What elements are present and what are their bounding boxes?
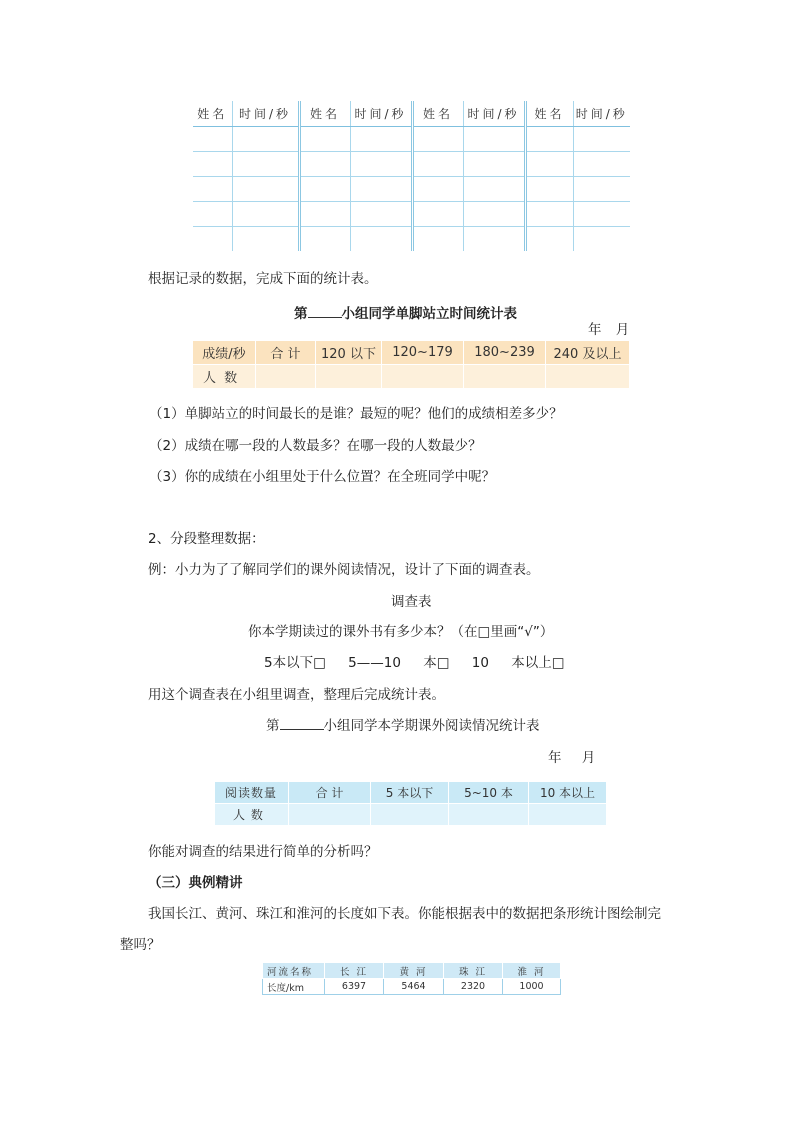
- cell[interactable]: [232, 177, 299, 202]
- cell[interactable]: [316, 365, 382, 389]
- cell[interactable]: [299, 202, 350, 227]
- cell[interactable]: [193, 152, 232, 177]
- reading-header-range: 10 本以上: [529, 782, 607, 804]
- stats-header-score: 成绩/秒: [193, 341, 256, 365]
- cell[interactable]: [256, 365, 316, 389]
- cell[interactable]: [529, 804, 607, 826]
- cell[interactable]: [412, 177, 463, 202]
- river-header: 珠 江: [444, 963, 503, 979]
- cell[interactable]: [463, 127, 525, 152]
- reading-header-range: 5 本以下: [371, 782, 449, 804]
- cell[interactable]: [463, 227, 525, 252]
- title-prefix: 第: [266, 718, 280, 734]
- header-name: 姓名: [299, 101, 350, 127]
- title-suffix: 小组同学本学期课外阅读情况统计表: [323, 718, 540, 734]
- river-length-value: 1000: [503, 979, 561, 995]
- stats-header-range: 180~239: [464, 341, 546, 365]
- reading-count-row: [215, 804, 607, 826]
- river-length-value: 2320: [444, 979, 503, 995]
- reading-table-date: 年 月: [548, 750, 596, 766]
- question-2: （2）成绩在哪一段的人数最多？在哪一段的人数最少？: [149, 438, 482, 454]
- cell[interactable]: [299, 177, 350, 202]
- header-name: 姓名: [193, 101, 232, 127]
- question-1: （1）单脚站立的时间最长的是谁？最短的呢？他们的成绩相差多少？: [149, 406, 563, 422]
- stats-count-row: [193, 365, 630, 389]
- example-text: 例：小力为了了解同学们的课外阅读情况，设计了下面的调查表。: [148, 562, 540, 578]
- reading-header-quantity: 阅读数量: [215, 782, 289, 804]
- cell[interactable]: [449, 804, 529, 826]
- header-name: 姓名: [525, 101, 573, 127]
- cell[interactable]: [193, 127, 232, 152]
- cell[interactable]: [525, 177, 573, 202]
- header-name: 姓名: [412, 101, 463, 127]
- river-length-value: 6397: [325, 979, 384, 995]
- cell[interactable]: [573, 152, 630, 177]
- reading-table: [214, 781, 607, 826]
- record-table-row: [193, 227, 630, 252]
- cell[interactable]: [463, 177, 525, 202]
- survey-title: 调查表: [391, 594, 432, 610]
- stats-header-total: 合 计: [256, 341, 316, 365]
- cell[interactable]: [350, 127, 412, 152]
- river-table: [262, 962, 561, 995]
- river-header-row: [263, 963, 561, 979]
- header-time: 时间/秒: [573, 101, 630, 127]
- cell[interactable]: [232, 127, 299, 152]
- cell[interactable]: [546, 365, 630, 389]
- cell[interactable]: [573, 127, 630, 152]
- cell[interactable]: [525, 127, 573, 152]
- stats-header-row: [193, 341, 630, 365]
- cell[interactable]: [193, 202, 232, 227]
- cell[interactable]: [299, 152, 350, 177]
- cell[interactable]: [232, 152, 299, 177]
- river-header-name: 河流名称: [263, 963, 325, 979]
- cell[interactable]: [350, 152, 412, 177]
- reading-table-title: [266, 717, 540, 735]
- stats-header-range: 240 及以上: [546, 341, 630, 365]
- cell[interactable]: [464, 365, 546, 389]
- record-table-row: [193, 152, 630, 177]
- river-header: 黄 河: [384, 963, 444, 979]
- cell[interactable]: [573, 202, 630, 227]
- header-time: 时间/秒: [232, 101, 299, 127]
- stats-count-label: 人 数: [193, 365, 256, 389]
- cell[interactable]: [350, 177, 412, 202]
- cell[interactable]: [350, 227, 412, 252]
- cell[interactable]: [525, 202, 573, 227]
- cell[interactable]: [193, 227, 232, 252]
- cell[interactable]: [525, 227, 573, 252]
- cell[interactable]: [573, 227, 630, 252]
- question-3: （3）你的成绩在小组里处于什么位置？在全班同学中呢？: [149, 469, 496, 485]
- river-length-row: [263, 979, 561, 995]
- cell[interactable]: [412, 152, 463, 177]
- cell[interactable]: [412, 202, 463, 227]
- group-number-blank[interactable]: [280, 717, 324, 730]
- title-prefix: 第: [294, 306, 308, 322]
- record-table-header-row: [193, 101, 630, 127]
- cell[interactable]: [193, 177, 232, 202]
- section-3-heading: （三）典例精讲: [148, 875, 243, 891]
- stats-table-date: 年 月: [588, 322, 630, 338]
- cell[interactable]: [299, 227, 350, 252]
- cell[interactable]: [412, 127, 463, 152]
- cell[interactable]: [371, 804, 449, 826]
- reading-header-range: 5~10 本: [449, 782, 529, 804]
- stats-table-title: [294, 302, 517, 322]
- cell[interactable]: [573, 177, 630, 202]
- header-time: 时间/秒: [350, 101, 412, 127]
- river-length-label: 长度/km: [263, 979, 325, 995]
- cell[interactable]: [412, 227, 463, 252]
- cell[interactable]: [289, 804, 371, 826]
- river-intro-line-1: 我国长江、黄河、珠江和淮河的长度如下表。你能根据表中的数据把条形统计图绘制完: [148, 906, 661, 922]
- reading-header-row: [215, 782, 607, 804]
- cell[interactable]: [232, 202, 299, 227]
- river-header: 长 江: [325, 963, 384, 979]
- reading-count-label: 人 数: [215, 804, 289, 826]
- cell[interactable]: [299, 127, 350, 152]
- river-header: 淮 河: [503, 963, 561, 979]
- survey-options: 5本以下□ 5——10 本□ 10 本以上□: [264, 655, 565, 671]
- cell[interactable]: [463, 202, 525, 227]
- reading-header-total: 合 计: [289, 782, 371, 804]
- analysis-question: 你能对调查的结果进行简单的分析吗？: [148, 844, 378, 860]
- record-table: [193, 101, 630, 251]
- group-number-blank[interactable]: [308, 305, 342, 318]
- cell[interactable]: [382, 365, 464, 389]
- header-time: 时间/秒: [463, 101, 525, 127]
- cell[interactable]: [232, 227, 299, 252]
- stats-header-range: 120 以下: [316, 341, 382, 365]
- cell[interactable]: [350, 202, 412, 227]
- record-table-row: [193, 177, 630, 202]
- stats-table: [192, 340, 630, 389]
- river-length-value: 5464: [384, 979, 444, 995]
- stats-header-range: 120~179: [382, 341, 464, 365]
- record-table-row: [193, 127, 630, 152]
- cell[interactable]: [463, 152, 525, 177]
- survey-question: 你本学期读过的课外书有多少本？（在□里画“√”）: [248, 624, 554, 640]
- title-suffix: 小组同学单脚站立时间统计表: [341, 306, 517, 322]
- record-table-row: [193, 202, 630, 227]
- use-survey-paragraph: 用这个调查表在小组里调查，整理后完成统计表。: [148, 687, 445, 703]
- intro-paragraph: 根据记录的数据，完成下面的统计表。: [148, 271, 378, 287]
- section-2-heading: 2、分段整理数据：: [148, 531, 265, 547]
- cell[interactable]: [525, 152, 573, 177]
- river-intro-line-2: 整吗？: [120, 937, 161, 953]
